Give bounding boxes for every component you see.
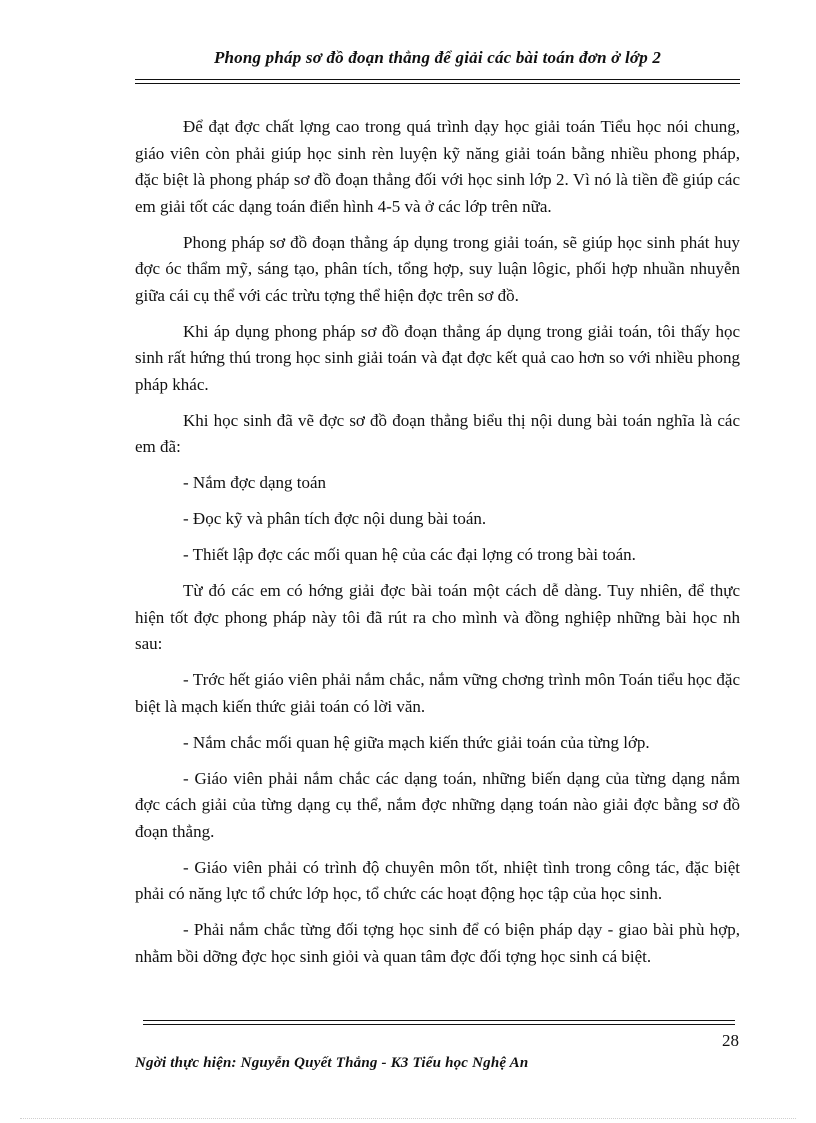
paragraph: Khi áp dụng phong pháp sơ đồ đoạn thẳng áp dụng trong giải toán, tôi thấy học sinh rất hứng thú trong học sinh giải toán và đạt đợc kết quả cao hơn so với nhiều phong pháp khác. [135, 321, 740, 394]
paragraph: Để đạt đợc chất lợng cao trong quá trình dạy học giải toán Tiểu học nói chung, giáo viên còn phải giúp học sinh rèn luyện kỹ năng giải toán bằng nhiều phong pháp, đặc biệt là phong pháp sơ đồ đoạn thẳng đối với học sinh lớp 2. Vì nó là tiền đề giúp các em giải tốt các dạng toán điển hình 4-5 và ở các lớp trên nữa. [135, 117, 740, 216]
paragraph: Khi học sinh đã vẽ đợc sơ đồ đoạn thẳng biểu thị nội dung bài toán nghĩa là các em đã: [135, 410, 740, 456]
list-item: - Nắm đợc dạng toán [183, 473, 327, 492]
footer-author-line: Ngời thực hiện: Nguyễn Quyết Thắng - K3 Tiểu học Nghệ An [135, 1055, 529, 1071]
list-item: - Giáo viên phải có trình độ chuyên môn tốt, nhiệt tình trong công tác, đặc biệt phải có năng lực tổ chức lớp học, tổ chức các hoạt động học tập của học sinh. [135, 857, 740, 903]
list-item: - Trớc hết giáo viên phải nắm chắc, nắm vững chơng trình môn Toán tiểu học đặc biệt là mạch kiến thức giải toán có lời văn. [135, 670, 740, 716]
page-edge-divider [20, 1118, 796, 1119]
list-item: - Đọc kỹ và phân tích đợc nội dung bài toán. [183, 509, 487, 528]
document-body [135, 114, 740, 980]
page-header-title: Phong pháp sơ đồ đoạn thẳng để giải các bài toán đơn ở lớp 2 [213, 48, 662, 67]
list-item: - Giáo viên phải nắm chắc các dạng toán, những biến dạng của từng dạng nắm đợc cách giải của từng dạng cụ thể, nắm đợc những dạng toán nào giải đợc bằng sơ đồ đoạn thẳng. [135, 768, 740, 841]
list-item: - Phải nắm chắc từng đối tợng học sinh để có biện pháp dạy - giao bài phù hợp, nhằm bồi dỡng đợc học sinh giỏi và quan tâm đợc đối tợng học sinh cá biệt. [135, 920, 740, 966]
paragraph: Từ đó các em có hớng giải đợc bài toán một cách dễ dàng. Tuy nhiên, để thực hiện tốt đợc phong pháp này tôi đã rút ra cho mình và đồng nghiệp những bài học nh sau: [135, 581, 740, 653]
footer-double-rule [143, 1020, 735, 1025]
page-number: 28 [722, 1031, 739, 1050]
header-double-rule [135, 79, 740, 84]
paragraph: Phong pháp sơ đồ đoạn thẳng áp dụng trong giải toán, sẽ giúp học sinh phát huy đợc óc thẩm mỹ, sáng tạo, phân tích, tổng hợp, suy luận lôgic, phối hợp nhuần nhuyễn giữa cái cụ thể với các trừu tợng thể hiện đợc trên sơ đồ. [135, 232, 740, 305]
list-item: - Nắm chắc mối quan hệ giữa mạch kiến thức giải toán của từng lớp. [183, 732, 650, 752]
list-item: - Thiết lập đợc các mối quan hệ của các đại lợng có trong bài toán. [183, 545, 636, 564]
